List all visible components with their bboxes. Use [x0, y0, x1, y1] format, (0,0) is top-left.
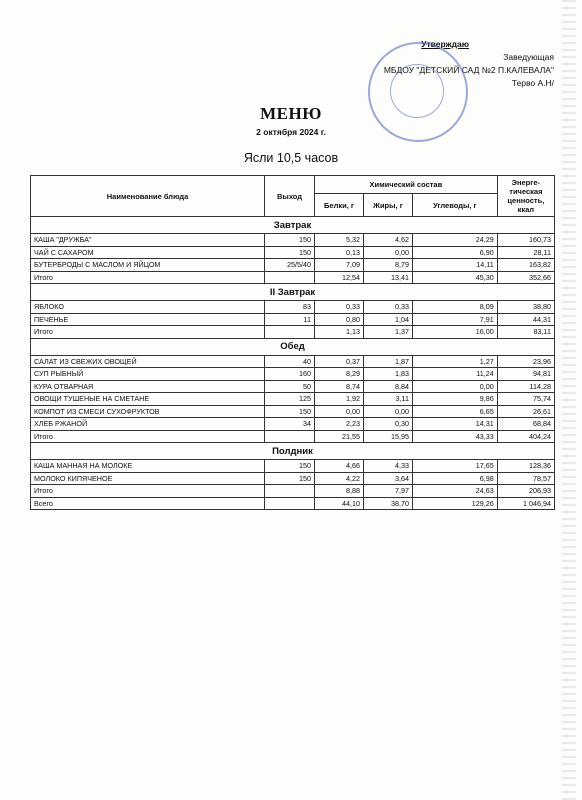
menu-table-body [31, 217, 555, 510]
carb-cell: 6,90 [413, 246, 498, 259]
protein-cell: 0,13 [315, 246, 364, 259]
table-row [31, 355, 555, 368]
energy-cell: 78,57 [497, 472, 554, 485]
dish-cell: САЛАТ ИЗ СВЕЖИХ ОВОЩЕЙ [31, 355, 265, 368]
output-cell [265, 271, 315, 284]
table-row [31, 405, 555, 418]
carb-cell: 14,11 [413, 259, 498, 272]
col-output-header: Выход [265, 176, 315, 217]
subtotal-row [31, 326, 555, 339]
dish-cell: Итого [31, 326, 265, 339]
fat-cell: 8,84 [364, 380, 413, 393]
output-cell [265, 497, 315, 510]
fat-cell: 1,83 [364, 368, 413, 381]
energy-cell: 28,11 [497, 246, 554, 259]
subtotal-row [31, 430, 555, 443]
section-header-row [31, 217, 555, 234]
dish-cell: Всего [31, 497, 265, 510]
energy-cell: 1 046,94 [497, 497, 554, 510]
col-energy-header: Энерге-тическая ценность, ккал [497, 176, 554, 217]
protein-cell: 5,32 [315, 234, 364, 247]
col-carb-header: Углеводы, г [413, 194, 498, 217]
output-cell [265, 485, 315, 498]
protein-cell: 44,10 [315, 497, 364, 510]
energy-cell: 404,24 [497, 430, 554, 443]
dish-cell: ЧАЙ С САХАРОМ [31, 246, 265, 259]
output-cell: 83 [265, 301, 315, 314]
output-cell: 25/5/40 [265, 259, 315, 272]
approval-position: Заведующая [503, 52, 554, 62]
output-cell: 150 [265, 246, 315, 259]
energy-cell: 26,61 [497, 405, 554, 418]
table-row [31, 460, 555, 473]
table-row [31, 301, 555, 314]
approval-heading: Утверждаю [421, 39, 469, 49]
fat-cell: 0,00 [364, 246, 413, 259]
output-cell: 160 [265, 368, 315, 381]
dish-cell: Итого [31, 430, 265, 443]
carb-cell: 9,86 [413, 393, 498, 406]
output-cell: 150 [265, 472, 315, 485]
grand-total-row [31, 497, 555, 510]
energy-cell: 23,96 [497, 355, 554, 368]
protein-cell: 1,92 [315, 393, 364, 406]
col-protein-header: Белки, г [315, 194, 364, 217]
section-title: Полдник [31, 443, 555, 460]
section-header-row [31, 284, 555, 301]
output-cell: 150 [265, 234, 315, 247]
protein-cell: 2,23 [315, 418, 364, 431]
carb-cell: 8,09 [413, 301, 498, 314]
section-title: Обед [31, 338, 555, 355]
section-title: Завтрак [31, 217, 555, 234]
energy-cell: 163,82 [497, 259, 554, 272]
output-cell: 150 [265, 405, 315, 418]
energy-cell: 44,31 [497, 313, 554, 326]
protein-cell: 0,37 [315, 355, 364, 368]
table-row [31, 368, 555, 381]
fat-cell: 15,95 [364, 430, 413, 443]
energy-cell: 160,73 [497, 234, 554, 247]
protein-cell: 0,00 [315, 405, 364, 418]
table-row [31, 380, 555, 393]
dish-cell: ЯБЛОКО [31, 301, 265, 314]
protein-cell: 0,33 [315, 301, 364, 314]
section-title: II Завтрак [31, 284, 555, 301]
protein-cell: 8,74 [315, 380, 364, 393]
section-header-row [31, 338, 555, 355]
carb-cell: 11,24 [413, 368, 498, 381]
dish-cell: КУРА ОТВАРНАЯ [31, 380, 265, 393]
protein-cell: 21,55 [315, 430, 364, 443]
dish-cell: КАША "ДРУЖБА" [31, 234, 265, 247]
group-name: Ясли 10,5 часов [243, 151, 339, 165]
col-fat-header: Жиры, г [364, 194, 413, 217]
fat-cell: 1,87 [364, 355, 413, 368]
fat-cell: 1,04 [364, 313, 413, 326]
output-cell [265, 430, 315, 443]
energy-cell: 94,81 [497, 368, 554, 381]
col-chemistry-header: Химический состав [315, 176, 498, 194]
output-cell [265, 326, 315, 339]
table-row [31, 472, 555, 485]
dish-cell: БУТЕРБРОДЫ С МАСЛОМ И ЯЙЦОМ [31, 259, 265, 272]
protein-cell: 4,66 [315, 460, 364, 473]
carb-cell: 6,98 [413, 472, 498, 485]
fat-cell: 4,33 [364, 460, 413, 473]
energy-cell: 114,28 [497, 380, 554, 393]
carb-cell: 16,00 [413, 326, 498, 339]
output-cell: 50 [265, 380, 315, 393]
dish-cell: КОМПОТ ИЗ СМЕСИ СУХОФРУКТОВ [31, 405, 265, 418]
fat-cell: 0,30 [364, 418, 413, 431]
carb-cell: 24,63 [413, 485, 498, 498]
fat-cell: 8,79 [364, 259, 413, 272]
section-header-row [31, 443, 555, 460]
fat-cell: 13,41 [364, 271, 413, 284]
output-cell: 34 [265, 418, 315, 431]
carb-cell: 1,27 [413, 355, 498, 368]
menu-date: 2 октября 2024 г. [256, 127, 326, 137]
fat-cell: 1,37 [364, 326, 413, 339]
fat-cell: 3,64 [364, 472, 413, 485]
dish-cell: КАША МАННАЯ НА МОЛОКЕ [31, 460, 265, 473]
table-row [31, 259, 555, 272]
dish-cell: Итого [31, 485, 265, 498]
energy-cell: 128,36 [497, 460, 554, 473]
carb-cell: 0,00 [413, 380, 498, 393]
energy-cell: 75,74 [497, 393, 554, 406]
table-row [31, 418, 555, 431]
energy-cell: 206,93 [497, 485, 554, 498]
output-cell: 150 [265, 460, 315, 473]
approval-signer: Терво А.Н/ [511, 78, 554, 88]
energy-cell: 68,84 [497, 418, 554, 431]
output-cell: 40 [265, 355, 315, 368]
dish-cell: ОВОЩИ ТУШЕНЫЕ НА СМЕТАНЕ [31, 393, 265, 406]
subtotal-row [31, 485, 555, 498]
carb-cell: 24,29 [413, 234, 498, 247]
table-row [31, 234, 555, 247]
protein-cell: 8,29 [315, 368, 364, 381]
scan-edge [562, 0, 576, 800]
carb-cell: 129,26 [413, 497, 498, 510]
protein-cell: 12,54 [315, 271, 364, 284]
energy-cell: 38,80 [497, 301, 554, 314]
carb-cell: 14,31 [413, 418, 498, 431]
dish-cell: СУП РЫБНЫЙ [31, 368, 265, 381]
output-cell: 11 [265, 313, 315, 326]
carb-cell: 7,91 [413, 313, 498, 326]
fat-cell: 0,33 [364, 301, 413, 314]
energy-cell: 83,11 [497, 326, 554, 339]
approval-organization: МБДОУ "ДЕТСКИЙ САД №2 П.КАЛЕВАЛА" [383, 65, 554, 75]
table-row [31, 313, 555, 326]
fat-cell: 3,11 [364, 393, 413, 406]
dish-cell: Итого [31, 271, 265, 284]
fat-cell: 0,00 [364, 405, 413, 418]
table-row [31, 393, 555, 406]
table-row [31, 246, 555, 259]
protein-cell: 0,80 [315, 313, 364, 326]
menu-table [30, 175, 555, 510]
carb-cell: 17,65 [413, 460, 498, 473]
col-dish-header: Наименование блюда [31, 176, 265, 217]
carb-cell: 45,30 [413, 271, 498, 284]
energy-cell: 352,66 [497, 271, 554, 284]
dish-cell: ПЕЧЕНЬЕ [31, 313, 265, 326]
fat-cell: 4,62 [364, 234, 413, 247]
protein-cell: 7,09 [315, 259, 364, 272]
page-title: МЕНЮ [260, 104, 322, 123]
carb-cell: 6,65 [413, 405, 498, 418]
carb-cell: 43,33 [413, 430, 498, 443]
fat-cell: 7,97 [364, 485, 413, 498]
dish-cell: ХЛЕБ РЖАНОЙ [31, 418, 265, 431]
protein-cell: 8,88 [315, 485, 364, 498]
dish-cell: МОЛОКО КИПЯЧЕНОЕ [31, 472, 265, 485]
subtotal-row [31, 271, 555, 284]
protein-cell: 1,13 [315, 326, 364, 339]
protein-cell: 4,22 [315, 472, 364, 485]
fat-cell: 38,70 [364, 497, 413, 510]
output-cell: 125 [265, 393, 315, 406]
